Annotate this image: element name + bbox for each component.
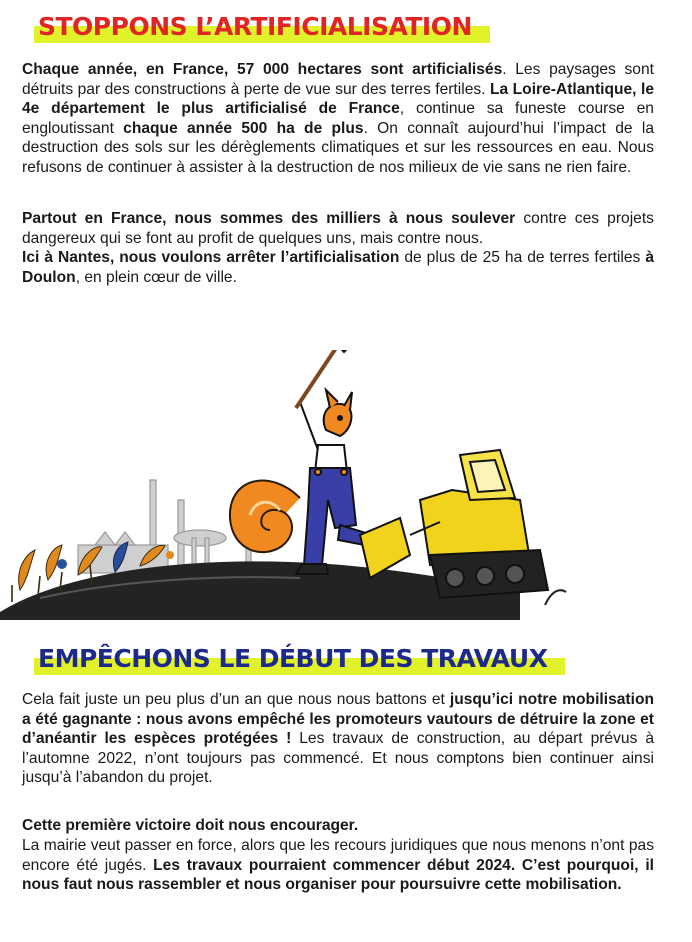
squirrel-vs-bulldozer-illustration [0, 350, 692, 620]
paragraph-premiere-victoire: Cette première victoire doit nous encourager. [22, 817, 359, 834]
paragraph-mobilisation-gagnante: Cela fait juste un peu plus d’un an que nous nous battons et jusqu’ici notre mobilisation a été gagnante : nous avons empêché les promoteurs vautours de détruire la zone et d’anéantir les espèces protégées ! Les travaux de construction, au départ prévus à l’automne 2022, n’ont toujours pas commencé. Et nous comptons bien continuer ainsi jusqu’à l’abandon du projet. [22, 691, 654, 786]
paragraph-mairie-travaux-2024: La mairie veut passer en force, alors que les recours juridiques que nous menons n’ont pas encore été jugés. Les travaux pourraient commencer début 2024. C’est pourquoi, il nous faut nous rassembler et nous organiser pour poursuivre cette mobilisation. [22, 837, 654, 893]
factory-silhouette [78, 480, 251, 573]
section-title-empechons: EMPÊCHONS LE DÉBUT DES TRAVAUX [38, 644, 547, 673]
section-title-stoppons: STOPPONS L’ARTIFICIALISATION [38, 12, 472, 41]
paragraph-partout-en-france: Partout en France, nous sommes des milliers à nous soulever contre ces projets dangereux qui se font au profit de quelques uns, mais contre nous. [22, 210, 654, 247]
paragraph-artificialisation-stats: Chaque année, en France, 57 000 hectares sont artificialisés. Les paysages sont détruits par des constructions à perte de vue sur des terres fertiles. La Loire-Atlantique, le 4e département le plus artificialisé de France, continue sa funeste course en engloutissant chaque année 500 ha de plus. On connaît aujourd’hui l’impact de la destruction des sols sur les dérèglements climatiques et sur les ressources en eau. Nous refusons de continuer à assister à la destruction de nos milieux de vie sans ne rien faire. [22, 61, 654, 176]
paragraph-ici-a-nantes: Ici à Nantes, nous voulons arrêter l’artificialisation de plus de 25 ha de terres fertiles à Doulon, en plein cœur de ville. [22, 249, 654, 286]
squirrel-tail [230, 481, 300, 553]
